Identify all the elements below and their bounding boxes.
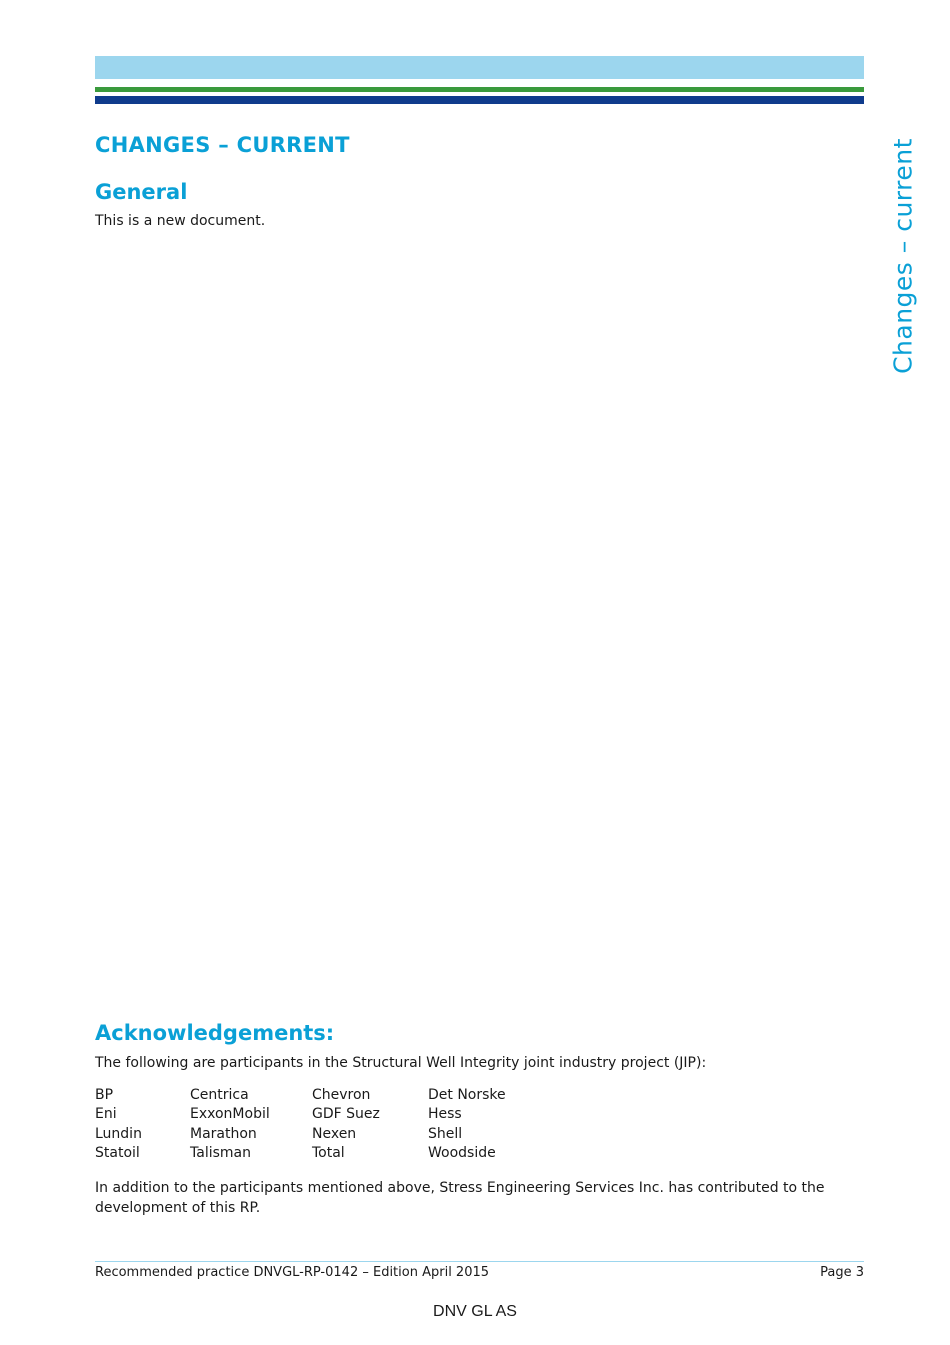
footer-page-number: Page 3 (820, 1265, 864, 1280)
participant-name: Shell (428, 1125, 463, 1142)
footer-document-title: Recommended practice DNVGL-RP-0142 – Edition April 2015 (95, 1265, 490, 1280)
acknowledgements-heading: Acknowledgements: (95, 1021, 335, 1045)
participant-name: Chevron (312, 1087, 371, 1103)
participant-name: Eni (95, 1106, 117, 1123)
header-band-light (95, 56, 864, 79)
acknowledgements-addition: In addition to the participants mentioned above, Stress Engineering Services Inc. has contributed to the development of this RP. (95, 1180, 825, 1216)
participant-name: Talisman (190, 1144, 251, 1161)
page-title: CHANGES – CURRENT (95, 133, 350, 157)
header-band-blue (95, 96, 864, 104)
participant-name: Woodside (428, 1144, 496, 1161)
participant-name: Total (312, 1144, 345, 1161)
general-heading: General (95, 180, 188, 204)
participant-name: Lundin (95, 1125, 142, 1142)
header-band-green (95, 87, 864, 92)
participant-name: ExxonMobil (190, 1106, 270, 1123)
participant-name: Marathon (190, 1125, 257, 1142)
participant-name: Det Norske (428, 1087, 506, 1103)
side-tab-label: Changes – current (888, 138, 918, 374)
acknowledgements-intro: The following are participants in the Structural Well Integrity joint industry project (JIP): (95, 1055, 707, 1071)
participant-name: Centrica (190, 1087, 249, 1103)
footer-company: DNV GL AS (433, 1303, 517, 1320)
participant-name: Nexen (312, 1125, 357, 1142)
participant-name: Statoil (95, 1144, 140, 1161)
footer-divider (95, 1261, 864, 1262)
participant-name: GDF Suez (312, 1106, 380, 1123)
general-text: This is a new document. (95, 213, 266, 229)
participant-name: BP (95, 1087, 114, 1103)
participant-name: Hess (428, 1106, 462, 1123)
